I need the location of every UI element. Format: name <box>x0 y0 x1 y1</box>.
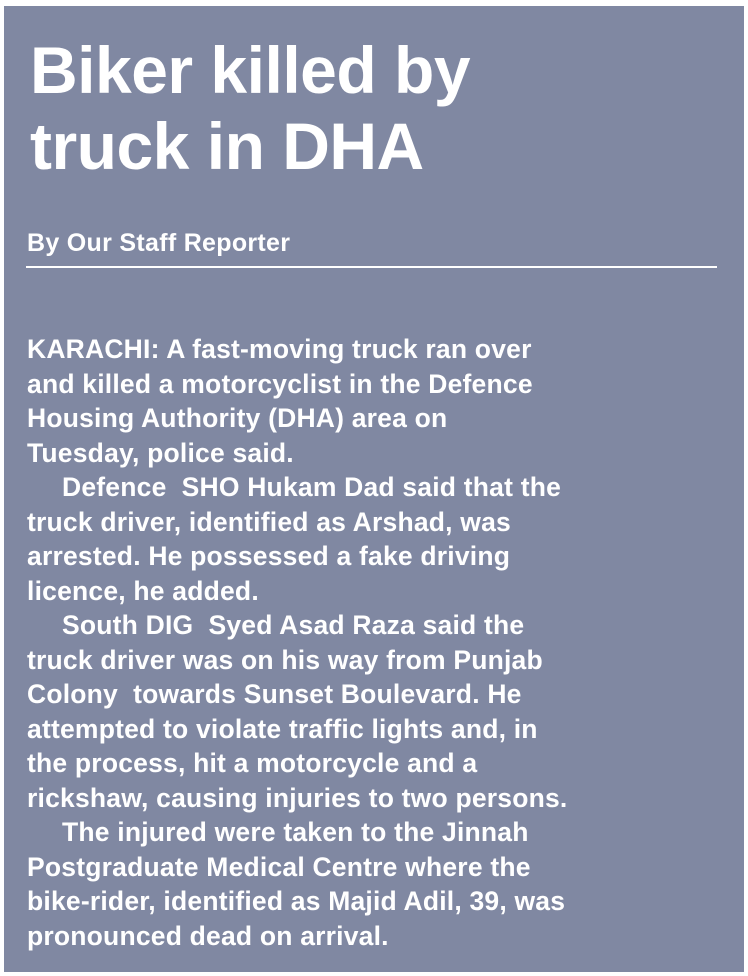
body-line: attempted to violate traffic lights and, in <box>27 713 538 744</box>
body-line: bike-rider, identified as Majid Adil, 39, was <box>27 886 566 916</box>
byline: By Our Staff Reporter <box>27 229 291 257</box>
body-line: Tuesday, police said. <box>27 437 294 468</box>
body-line: South DIG Syed Asad Raza said the <box>62 610 525 640</box>
byline-divider <box>26 266 717 268</box>
paragraph-2 <box>27 470 727 608</box>
body-line: Colony towards Sunset Boulevard. He <box>27 679 522 709</box>
body-line: pronounced dead on arrival. <box>27 920 389 951</box>
body-line: licence, he added. <box>27 575 259 606</box>
body-line: and killed a motorcyclist in the Defence <box>27 368 533 399</box>
body-line: truck driver was on his way from Punjab <box>27 644 543 675</box>
paragraph-4 <box>27 815 727 953</box>
body-line: the process, hit a motorcycle and a <box>27 748 478 778</box>
headline-line: Biker killed by <box>30 33 471 107</box>
article-body <box>27 332 727 953</box>
body-line: Defence SHO Hukam Dad said that the <box>62 472 562 502</box>
body-line: KARACHI: A fast-moving truck ran over <box>27 334 532 364</box>
body-line: rickshaw, causing injuries to two persons. <box>27 782 568 813</box>
paragraph-1 <box>27 332 727 470</box>
body-line: arrested. He possessed a fake driving <box>27 541 511 571</box>
headline <box>30 32 720 184</box>
body-line: Housing Authority (DHA) area on <box>27 403 448 433</box>
body-line: truck driver, identified as Arshad, was <box>27 506 511 537</box>
body-line: The injured were taken to the Jinnah <box>62 817 529 847</box>
paragraph-3 <box>27 608 727 815</box>
body-line: Postgraduate Medical Centre where the <box>27 851 531 882</box>
headline-line: truck in DHA <box>30 109 424 183</box>
